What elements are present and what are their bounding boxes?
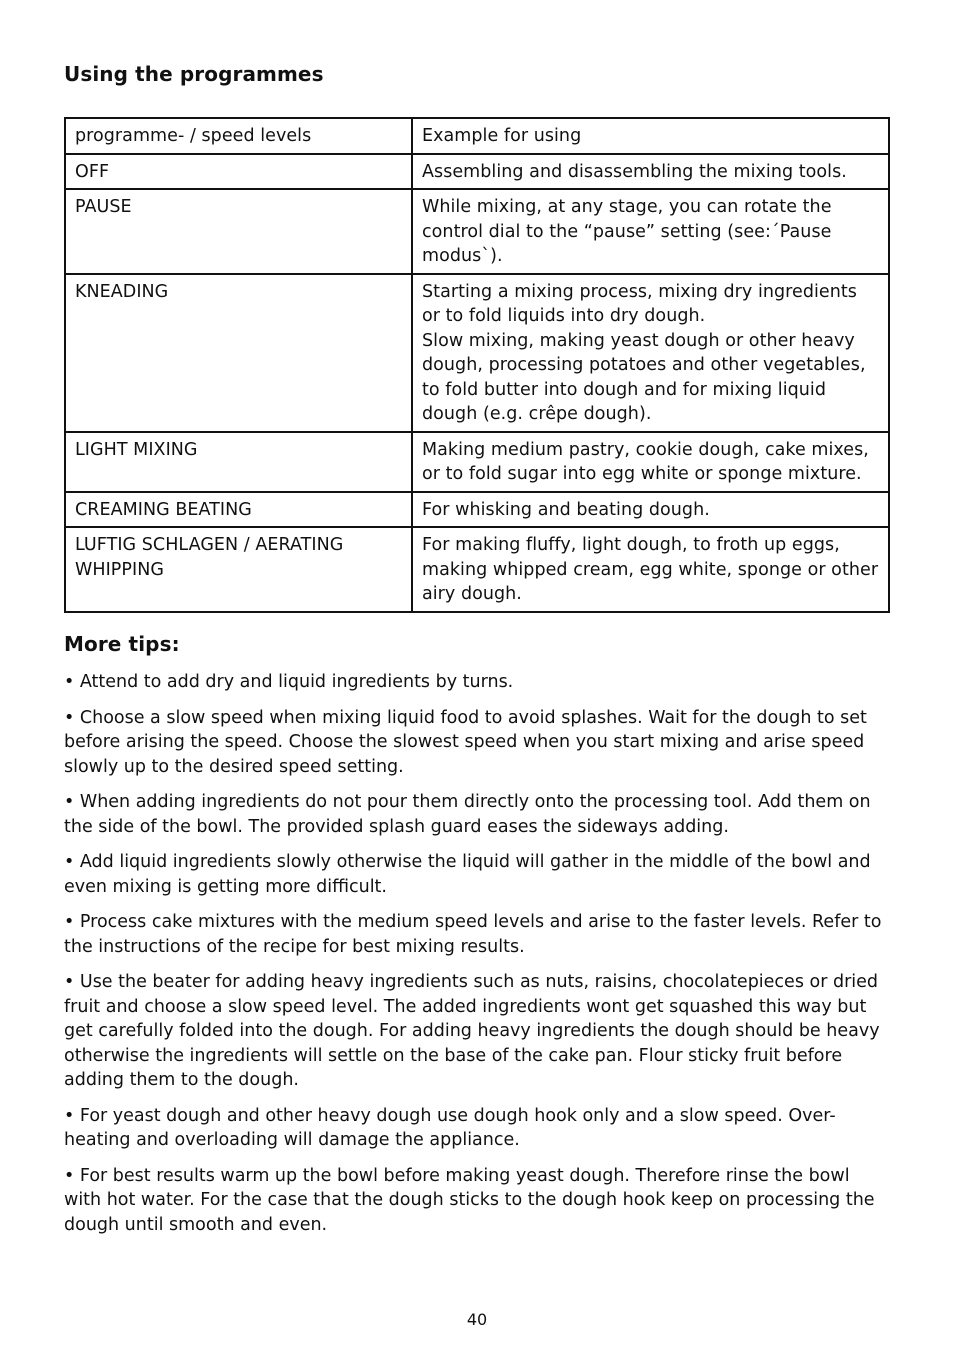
table-row [65, 274, 889, 432]
table-row [65, 189, 889, 274]
tips-title: More tips: [64, 632, 180, 656]
programmes-table [64, 117, 890, 613]
section-title: Using the programmes [64, 62, 324, 86]
programme-level-cell: CREAMING BEATING [65, 492, 412, 528]
tip-item: • Attend to add dry and liquid ingredients by turns. [64, 672, 514, 692]
header-programme-levels: programme- / speed levels [65, 118, 412, 154]
header-example-for-using: Example for using [412, 118, 889, 154]
table-row [65, 432, 889, 492]
tip-item: • For yeast dough and other heavy dough use dough hook only and a slow speed. Over-heating and overloading will damage the appliance. [64, 1105, 836, 1150]
example-cell: Making medium pastry, cookie dough, cake mixes, or to fold sugar into egg white or sponge mixture. [412, 432, 889, 492]
example-cell: While mixing, at any stage, you can rotate the control dial to the “pause” setting (see:´Pause modus`). [412, 189, 889, 274]
tip-item: • Choose a slow speed when mixing liquid food to avoid splashes. Wait for the dough to set before arising the speed. Choose the slowest speed when you start mixing and arise speed slowly up to the desired speed setting. [64, 707, 867, 777]
tips-list [64, 670, 892, 1248]
tip-item: • Process cake mixtures with the medium speed levels and arise to the faster levels. Refer to the instructions of the recipe for best mixing results. [64, 912, 882, 957]
tip-item: • For best results warm up the bowl before making yeast dough. Therefore rinse the bowl with hot water. For the case that the dough sticks to the dough hook keep on processing the dough until smooth and even. [64, 1165, 875, 1235]
table-row [65, 492, 889, 528]
example-cell: For making fluffy, light dough, to froth up eggs, making whipped cream, egg white, sponge or other airy dough. [412, 527, 889, 612]
programme-level-cell: PAUSE [65, 189, 412, 274]
table-row [65, 527, 889, 612]
programme-level-cell: LIGHT MIXING [65, 432, 412, 492]
page-number: 40 [466, 1310, 488, 1329]
example-cell: For whisking and beating dough. [412, 492, 889, 528]
tip-item: • Use the beater for adding heavy ingredients such as nuts, raisins, chocolatepieces or dried fruit and choose a slow speed level. The added ingredients wont get squashed this way but get carefully folded into the dough. For adding heavy ingredients the dough should be heavy otherwise the ingredients will settle on the base of the cake pan. Flour sticky fruit before adding them to the dough. [64, 972, 880, 1090]
example-cell: Assembling and disassembling the mixing tools. [412, 154, 889, 190]
tip-item: • When adding ingredients do not pour them directly onto the processing tool. Add them on the side of the bowl. The provided splash guard eases the sideways adding. [64, 792, 871, 837]
programme-level-cell: KNEADING [65, 274, 412, 432]
programme-level-cell: LUFTIG SCHLAGEN / AERATING WHIPPING [65, 527, 412, 612]
table-row [65, 154, 889, 190]
programme-level-cell: OFF [65, 154, 412, 190]
table-header-row [65, 118, 889, 154]
tip-item: • Add liquid ingredients slowly otherwise the liquid will gather in the middle of the bowl and even mixing is getting more difficult. [64, 852, 871, 897]
example-cell: Starting a mixing process, mixing dry ingredients or to fold liquids into dry dough. Slow mixing, making yeast dough or other heavy dough, processing potatoes and other vegetables, to fold butter into dough and for mixing liquid dough (e.g. crêpe dough). [412, 274, 889, 432]
programmes-table-body [65, 118, 889, 612]
